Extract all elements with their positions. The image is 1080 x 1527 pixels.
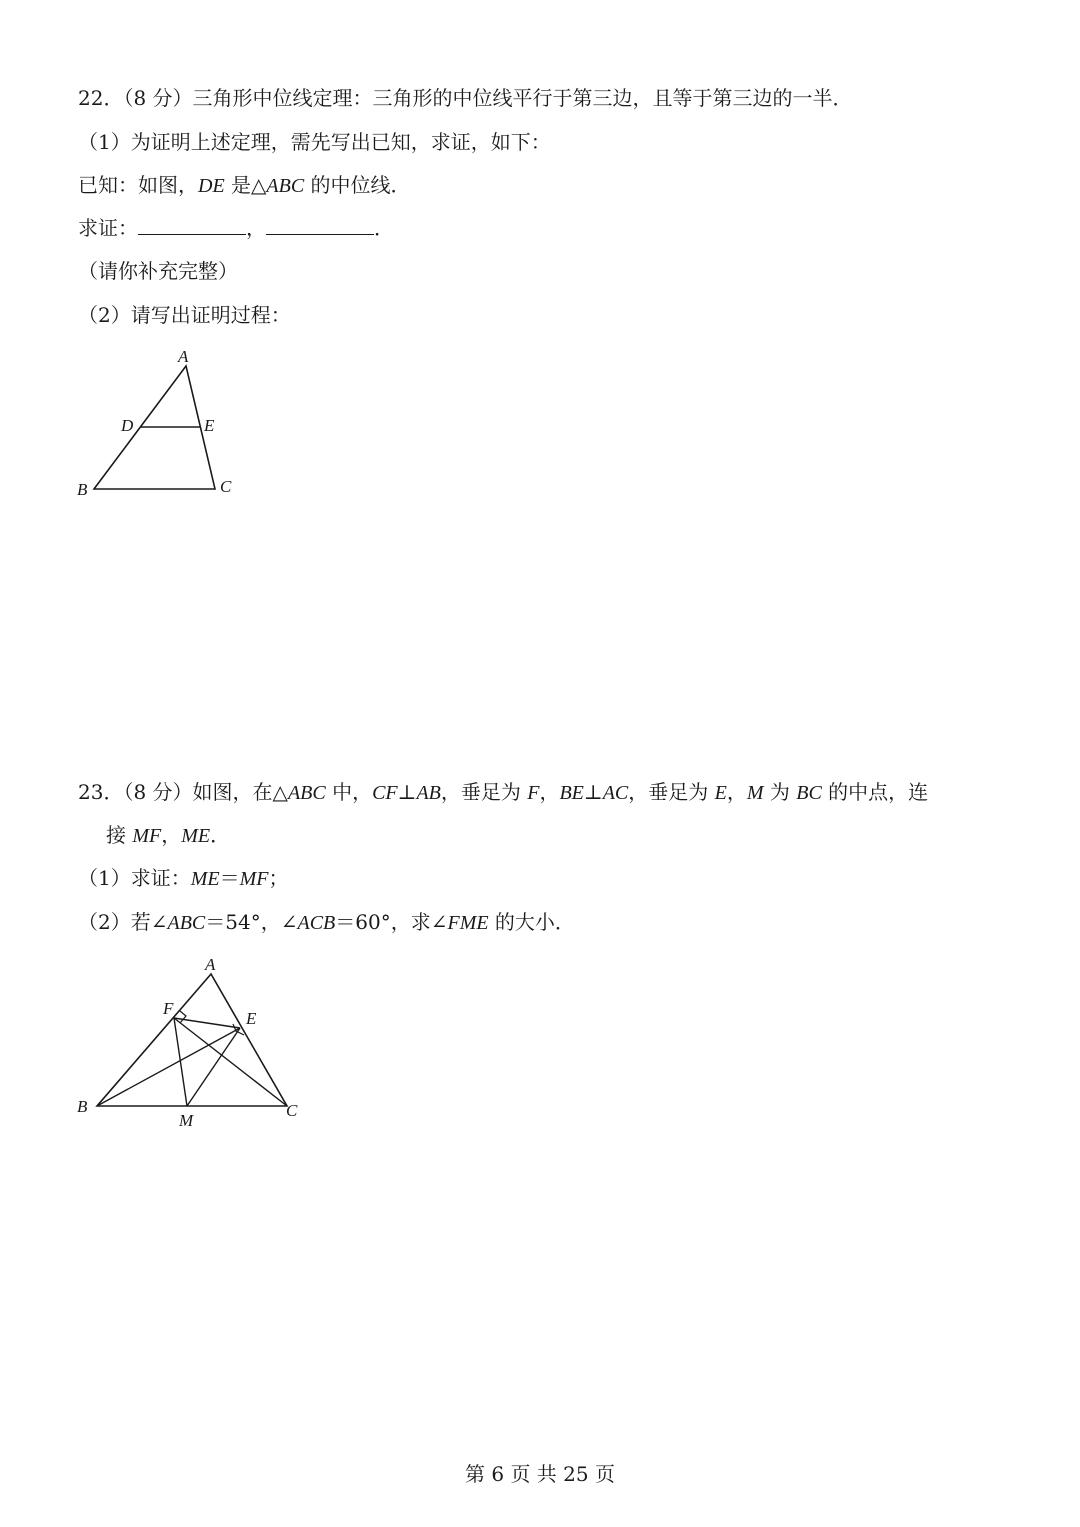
q23-p2-b: ABC bbox=[167, 912, 206, 934]
label-f: F bbox=[163, 999, 174, 1018]
segment-be bbox=[97, 1028, 240, 1106]
segment-mf bbox=[174, 1018, 187, 1106]
q23-l2-b: MF bbox=[132, 825, 162, 847]
q22-part2: （2）请写出证明过程： bbox=[78, 303, 291, 327]
label-b: B bbox=[77, 1097, 88, 1116]
q23-l2-a: 接 bbox=[106, 823, 133, 847]
q23-l1-s: 的中点，连 bbox=[821, 780, 929, 804]
q22-hint: （请你补充完整） bbox=[78, 259, 238, 283]
q23-p2-g: 的大小． bbox=[488, 910, 575, 934]
q23-p1-e: ； bbox=[268, 866, 289, 890]
right-angle-mark-f bbox=[180, 1011, 186, 1023]
q23-l1-c: 中， bbox=[325, 780, 373, 804]
answer-blank-1[interactable] bbox=[138, 216, 246, 235]
q23-part2 bbox=[78, 908, 575, 937]
q22-given-seg: DE bbox=[198, 175, 225, 197]
q23-l1-r: BC bbox=[796, 782, 822, 804]
q22-score: （8 分） bbox=[123, 86, 193, 110]
q23-triangle-figure bbox=[70, 950, 310, 1135]
label-m: M bbox=[179, 1111, 194, 1130]
q23-p2-d: ACB bbox=[297, 912, 336, 934]
q23-l1-k: ⊥ bbox=[583, 780, 603, 804]
label-b: B bbox=[77, 480, 88, 499]
q23-l2-d: ME bbox=[181, 825, 211, 847]
q23-number: 23． bbox=[78, 780, 124, 804]
q23-score: （8 分） bbox=[123, 780, 193, 804]
q22-given bbox=[78, 171, 411, 200]
q23-p2-a: （2）若∠ bbox=[78, 910, 168, 934]
label-c: C bbox=[286, 1101, 298, 1120]
q23-p2-c: ＝54°，∠ bbox=[205, 910, 298, 934]
label-e: E bbox=[204, 416, 215, 435]
answer-blank-2[interactable] bbox=[266, 216, 374, 235]
q22-prove-end: ． bbox=[374, 216, 394, 240]
q22-given-suffix: 的中位线． bbox=[304, 173, 411, 197]
label-a: A bbox=[205, 955, 216, 974]
q22-part1: （1）为证明上述定理，需先写出已知，求证，如下： bbox=[78, 130, 551, 154]
q22-given-prefix: 已知：如图， bbox=[78, 173, 198, 197]
label-a: A bbox=[178, 347, 189, 366]
q23-l1-m: ，垂足为 bbox=[628, 780, 715, 804]
q23-l1-p: M bbox=[746, 782, 764, 804]
q22-stem-text: 三角形中位线定理：三角形的中位线平行于第三边，且等于第三边的一半． bbox=[192, 86, 853, 110]
q23-p1-a: （1）求证： bbox=[78, 866, 191, 890]
q23-l1-f: AB bbox=[416, 782, 441, 804]
q23-l1-i: ， bbox=[539, 780, 560, 804]
label-e: E bbox=[246, 1009, 257, 1028]
q23-part1 bbox=[78, 864, 289, 893]
q22-number: 22． bbox=[78, 86, 124, 110]
q22-given-mid: 是△ bbox=[224, 173, 267, 197]
q23-l1-j: BE bbox=[559, 782, 584, 804]
q23-l1-h: F bbox=[527, 782, 540, 804]
segment-cf bbox=[174, 1018, 287, 1106]
label-c: C bbox=[220, 477, 232, 496]
page-footer: 第 6 页 共 25 页 bbox=[465, 1462, 615, 1486]
q22-prove bbox=[78, 214, 394, 242]
q23-p2-f: FME bbox=[447, 912, 489, 934]
q23-l1-a: 如图，在△ bbox=[192, 780, 288, 804]
q23-l1-g: ，垂足为 bbox=[440, 780, 528, 804]
q22-given-tri: ABC bbox=[266, 175, 305, 197]
q23-l2-c: ， bbox=[161, 823, 182, 847]
q22-prove-prefix: 求证： bbox=[78, 216, 138, 240]
q23-l1-o: ， bbox=[726, 780, 747, 804]
q22-triangle-figure bbox=[70, 340, 250, 505]
q23-l1-n: E bbox=[714, 782, 727, 804]
q23-l1-l: AC bbox=[602, 782, 629, 804]
q23-stem-line2 bbox=[106, 821, 230, 850]
segment-me bbox=[187, 1028, 240, 1106]
q23-l2-e: ． bbox=[210, 823, 231, 847]
q22-stem bbox=[78, 84, 853, 112]
q23-l1-q: 为 bbox=[763, 780, 797, 804]
q23-l1-b: ABC bbox=[287, 782, 326, 804]
q23-p1-d: MF bbox=[239, 868, 269, 890]
q23-stem-line1 bbox=[78, 778, 928, 807]
q23-p2-e: ＝60°，求∠ bbox=[335, 910, 448, 934]
q23-p1-c: ＝ bbox=[219, 866, 240, 890]
triangle-abc bbox=[97, 974, 287, 1106]
q23-l1-d: CF bbox=[372, 782, 398, 804]
q23-p1-b: ME bbox=[190, 868, 220, 890]
q23-l1-e: ⊥ bbox=[397, 780, 417, 804]
q22-prove-sep: ， bbox=[246, 216, 266, 240]
label-d: D bbox=[121, 416, 134, 435]
